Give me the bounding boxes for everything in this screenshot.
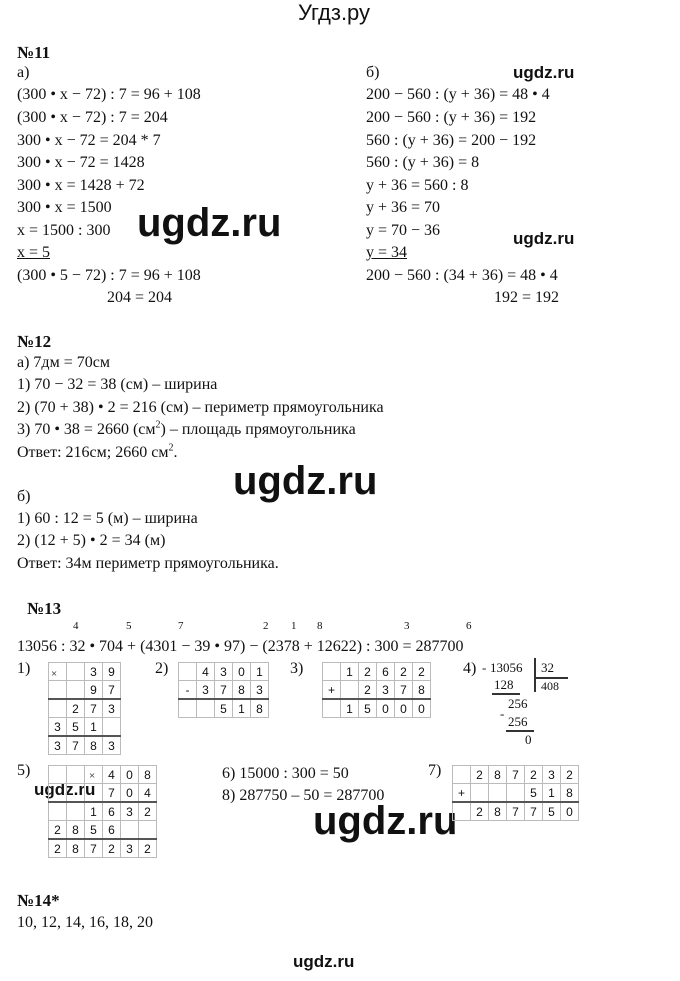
grid-cell: 0 [561, 802, 579, 821]
grid-cell: 3 [197, 681, 215, 700]
grid-cell: 7 [507, 802, 525, 821]
watermark: ugdz.ru [293, 952, 355, 971]
grid-cell: 2 [471, 802, 489, 821]
grid-cell: 3 [103, 699, 121, 718]
quotient: 408 [541, 679, 559, 693]
calc-grid-2 [178, 662, 269, 718]
grid-cell: 8 [561, 784, 579, 803]
eq-b-5: y + 36 = 560 : 8 [366, 177, 469, 194]
grid-cell: 0 [121, 784, 139, 803]
grid-cell: 5 [543, 802, 561, 821]
grid-cell: 3 [49, 718, 67, 737]
grid-cell [453, 802, 471, 821]
eq-a-5: 300 • x = 1428 + 72 [17, 177, 145, 194]
p12-line: 2) (70 + 38) • 2 = 216 (см) – периметр прямоугольника [17, 399, 384, 416]
superscript: 2 [155, 419, 161, 431]
eq-b-1: 200 − 560 : (y + 36) = 48 • 4 [366, 86, 550, 103]
grid-cell: 7 [103, 681, 121, 700]
eq-a-3: 300 • x − 72 = 204 * 7 [17, 132, 161, 149]
grid-cell [103, 718, 121, 737]
site-header: Угдз.ру [298, 0, 371, 25]
grid-cell [139, 821, 157, 840]
step-8: 8) 287750 – 50 = 287700 [222, 787, 385, 804]
p12-line: а) 7дм = 70см [17, 354, 110, 371]
order-number: 1 [291, 620, 297, 632]
order-number: 6 [466, 620, 472, 632]
grid-cell [489, 784, 507, 803]
divisor: 32 [541, 660, 554, 675]
step-6: 6) 15000 : 300 = 50 [222, 765, 349, 782]
grid-cell: 3 [85, 663, 103, 681]
superscript: 2 [168, 442, 174, 454]
minus-sign: - [500, 706, 505, 721]
multiply-sign: × [89, 770, 96, 782]
grid-cell: 8 [139, 766, 157, 784]
calc-grid-7 [452, 765, 579, 821]
check-a: (300 • 5 − 72) : 7 = 96 + 108 [17, 267, 201, 284]
p12-line: 1) 60 : 12 = 5 (м) – ширина [17, 510, 198, 527]
grid-cell [197, 699, 215, 718]
eq-b-4: 560 : (y + 36) = 8 [366, 154, 480, 171]
division-line [492, 693, 520, 695]
grid-cell: 8 [413, 681, 431, 700]
order-number: 8 [317, 620, 323, 632]
eq-b-3: 560 : (y + 36) = 200 − 192 [366, 132, 537, 149]
grid-cell [49, 699, 67, 718]
grid-cell: 8 [233, 681, 251, 700]
answer-a: x = 5 [17, 244, 51, 261]
grid-cell: 3 [121, 802, 139, 821]
grid-cell: 3 [377, 681, 395, 700]
problem-11-title: №11 [17, 43, 51, 62]
grid-cell: 8 [489, 766, 507, 784]
order-number: 5 [126, 620, 132, 632]
minus-sign: - [179, 681, 197, 700]
problem-12-title: №12 [17, 332, 52, 351]
grid-cell: 4 [103, 766, 121, 784]
eq-a-2: (300 • x − 72) : 7 = 204 [17, 109, 168, 126]
p12-line: б) [17, 488, 31, 505]
grid-cell: 8 [489, 802, 507, 821]
grid-cell: 2 [139, 839, 157, 858]
grid-cell: 5 [85, 821, 103, 840]
eq-a-1: (300 • x − 72) : 7 = 96 + 108 [17, 86, 201, 103]
order-number: 7 [178, 620, 184, 632]
grid-cell: 2 [561, 766, 579, 784]
grid-cell [341, 681, 359, 700]
grid-cell [507, 784, 525, 803]
subtrahend: 256 [508, 714, 528, 729]
watermark: ugdz.ru [137, 201, 282, 245]
grid-cell: 3 [251, 681, 269, 700]
watermark: ugdz.ru [313, 799, 458, 843]
grid-cell: 5 [359, 699, 377, 718]
p12-answer-a [17, 442, 177, 463]
grid-cell [67, 802, 85, 821]
p12-text: . [173, 444, 178, 461]
p12-text: ) – площадь прямоугольника [160, 421, 356, 438]
eq-a-6: 300 • x = 1500 [17, 199, 112, 216]
grid-cell: 9 [103, 663, 121, 681]
p12-answer-b: Ответ: 34м периметр прямоугольника. [17, 555, 279, 572]
minus-sign: - [482, 660, 487, 675]
eq-b-2: 200 − 560 : (y + 36) = 192 [366, 109, 537, 126]
grid-cell: 1 [85, 802, 103, 821]
grid-cell [179, 699, 197, 718]
grid-cell: 5 [525, 784, 543, 803]
grid-cell: 7 [67, 736, 85, 755]
multiply-sign: × [51, 668, 58, 680]
eq-b-6: y + 36 = 70 [366, 199, 441, 216]
p12-line: 1) 70 − 32 = 38 (см) – ширина [17, 376, 218, 393]
eq-a-7: x = 1500 : 300 [17, 222, 111, 239]
check-a-result: 204 = 204 [107, 289, 173, 306]
grid-cell: 7 [85, 839, 103, 858]
p12-line [17, 419, 356, 440]
grid-cell: 1 [543, 784, 561, 803]
part-a-label: а) [17, 64, 30, 81]
grid-cell [323, 699, 341, 718]
grid-cell: 2 [359, 681, 377, 700]
grid-cell [67, 681, 85, 700]
grid-cell [121, 821, 139, 840]
step-label: 5) [17, 762, 31, 779]
watermark: ugdz.ru [34, 780, 96, 799]
grid-cell: 6 [103, 821, 121, 840]
grid-cell [49, 784, 67, 803]
grid-cell [85, 784, 103, 803]
division-bar [534, 658, 536, 692]
subtrahend: 128 [494, 677, 514, 692]
p12-text: Ответ: 216см; 2660 см [17, 444, 169, 461]
grid-cell [49, 681, 67, 700]
grid-cell: 7 [85, 699, 103, 718]
grid-cell: 1 [251, 663, 269, 681]
grid-cell: 1 [341, 699, 359, 718]
grid-cell: 1 [341, 663, 359, 681]
step-label: 7) [428, 762, 442, 779]
watermark: ugdz.ru [513, 63, 575, 82]
grid-cell: 8 [67, 839, 85, 858]
step-label: 2) [155, 660, 169, 677]
grid-cell: 8 [67, 821, 85, 840]
grid-cell: 2 [49, 821, 67, 840]
grid-cell [453, 766, 471, 784]
grid-cell: 3 [543, 766, 561, 784]
grid-cell: 8 [251, 699, 269, 718]
grid-cell: 1 [233, 699, 251, 718]
calc-grid-5 [48, 765, 157, 858]
grid-cell: 7 [215, 681, 233, 700]
p12-line: 2) (12 + 5) • 2 = 34 (м) [17, 532, 166, 549]
grid-cell: 2 [49, 839, 67, 858]
grid-cell: 3 [49, 736, 67, 755]
grid-cell: 7 [103, 784, 121, 803]
check-b-result: 192 = 192 [494, 289, 560, 306]
grid-cell: 3 [215, 663, 233, 681]
grid-cell [85, 766, 103, 784]
grid-cell [471, 784, 489, 803]
grid-cell: 0 [121, 766, 139, 784]
grid-cell: 5 [67, 718, 85, 737]
grid-cell: 6 [377, 663, 395, 681]
grid-cell: 8 [85, 736, 103, 755]
order-number: 2 [263, 620, 269, 632]
check-b: 200 − 560 : (34 + 36) = 48 • 4 [366, 267, 558, 284]
grid-cell: 5 [215, 699, 233, 718]
watermark: ugdz.ru [233, 459, 378, 503]
grid-cell: 0 [413, 699, 431, 718]
grid-cell: 3 [103, 736, 121, 755]
p13-expression: 13056 : 32 • 704 + (4301 − 39 • 97) − (2378 + 12622) : 300 = 287700 [17, 638, 464, 655]
step-label: 3) [290, 660, 304, 677]
grid-cell: 2 [525, 766, 543, 784]
grid-cell: 2 [67, 699, 85, 718]
grid-cell [67, 766, 85, 784]
grid-cell: 2 [395, 663, 413, 681]
eq-b-7: y = 70 − 36 [366, 222, 441, 239]
grid-cell: 4 [139, 784, 157, 803]
grid-cell: 7 [525, 802, 543, 821]
grid-cell [67, 663, 85, 681]
grid-cell: 0 [395, 699, 413, 718]
grid-cell: 2 [471, 766, 489, 784]
grid-cell: 2 [103, 839, 121, 858]
dividend: 13056 [490, 660, 523, 675]
plus-sign: + [323, 681, 341, 700]
p12-text: 3) 70 • 38 = 2660 (см [17, 421, 156, 438]
step-label: 1) [17, 660, 31, 677]
grid-cell: 2 [413, 663, 431, 681]
grid-cell: 3 [121, 839, 139, 858]
grid-cell: 2 [359, 663, 377, 681]
problem-14-title: №14* [17, 891, 60, 910]
grid-cell: 2 [139, 802, 157, 821]
part-b-label: б) [366, 64, 380, 81]
order-number: 3 [404, 620, 410, 632]
grid-cell [49, 766, 67, 784]
p14-answer: 10, 12, 14, 16, 18, 20 [17, 914, 153, 931]
calc-grid-1 [48, 662, 121, 755]
grid-cell: 7 [395, 681, 413, 700]
order-number: 4 [73, 620, 79, 632]
grid-cell: 7 [507, 766, 525, 784]
step-label: 4) [463, 660, 477, 677]
remainder: 256 [508, 696, 528, 711]
watermark: ugdz.ru [513, 229, 575, 248]
grid-cell: 0 [377, 699, 395, 718]
eq-a-4: 300 • x − 72 = 1428 [17, 154, 145, 171]
grid-cell: 9 [85, 681, 103, 700]
grid-cell: 0 [233, 663, 251, 681]
grid-cell: 1 [85, 718, 103, 737]
plus-sign: + [453, 784, 471, 803]
problem-13-title: №13 [27, 599, 62, 618]
grid-cell: 4 [197, 663, 215, 681]
grid-cell [179, 663, 197, 681]
grid-cell [49, 802, 67, 821]
grid-cell [49, 663, 67, 681]
remainder: 0 [525, 732, 532, 747]
grid-cell: 6 [103, 802, 121, 821]
grid-cell [323, 663, 341, 681]
calc-grid-3 [322, 662, 431, 718]
answer-b: y = 34 [366, 244, 408, 261]
grid-cell [67, 784, 85, 803]
